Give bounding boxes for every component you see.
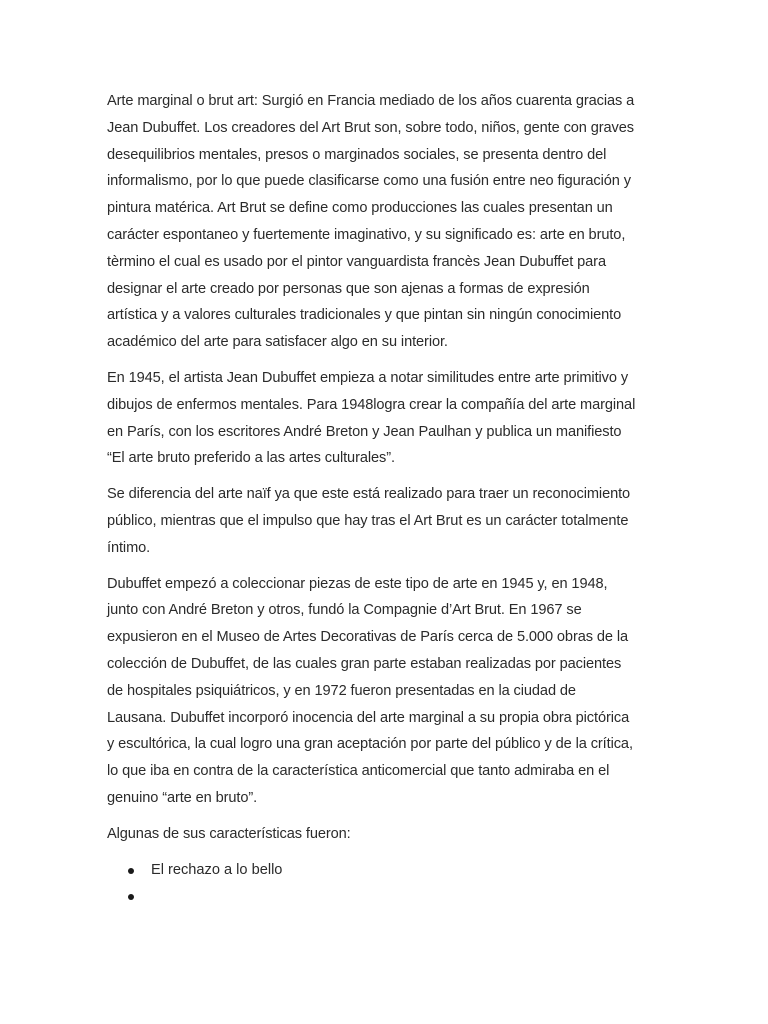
document-page (107, 88, 667, 910)
text-line: artística y a valores culturales tradicionales y que pintan sin ningún conocimiento (107, 307, 622, 324)
text-line: En 1945, el artista Jean Dubuffet empieza a notar similitudes entre arte primitivo y (107, 369, 629, 386)
text-line: Se diferencia del arte naïf ya que este está realizado para traer un reconocimiento (107, 486, 631, 503)
text-line: expusieron en el Museo de Artes Decorativas de París cerca de 5.000 obras de la (107, 629, 629, 646)
text-line: Dubuffet empezó a coleccionar piezas de este tipo de arte en 1945 y, en 1948, (107, 575, 608, 592)
text-line: Arte marginal o brut art: Surgió en Francia mediado de los años cuarenta gracias a (107, 93, 635, 109)
text-line: dibujos de enfermos mentales. Para 1948logra crear la compañía del arte marginal (107, 396, 636, 413)
text-line: Jean Dubuffet. Los creadores del Art Brut son, sobre todo, niños, gente con graves (107, 119, 634, 136)
text-line: designar el arte creado por personas que son ajenas a formas de expresión (107, 280, 590, 297)
text-line: lo que iba en contra de la característica anticomercial que tanto admiraba en el (107, 763, 610, 780)
list-item-text: El rechazo a lo bello (151, 861, 283, 878)
text-line: académico del arte para satisfacer algo en su interior. (107, 334, 448, 351)
text-line: “El arte bruto preferido a las artes culturales”. (107, 450, 395, 467)
text-line: en París, con los escritores André Breton y Jean Paulhan y publica un manifiesto (107, 423, 622, 440)
characteristics-list (107, 857, 667, 911)
text-line: desequilibrios mentales, presos o marginados sociales, se presenta dentro del (107, 146, 607, 163)
bullet-icon (128, 868, 134, 874)
paragraph-dubuffet-collection (107, 571, 667, 812)
text-line: informalismo, por lo que puede clasificarse como una fusión entre neo figuración y (107, 173, 631, 190)
text-line: carácter espontaneo y fuertemente imaginativo, y su significado es: arte en bruto, (107, 226, 626, 243)
text-line: junto con André Breton y otros, fundó la Compagnie d’Art Brut. En 1967 se (107, 602, 582, 619)
paragraph-1945-history (107, 365, 667, 472)
paragraph-naif-difference (107, 481, 667, 561)
text-line: de hospitales psiquiátricos, y en 1972 fueron presentadas en la ciudad de (107, 682, 576, 699)
text-line: Algunas de sus características fueron: (107, 825, 351, 842)
text-line: genuino “arte en bruto”. (107, 789, 258, 806)
text-line: Lausana. Dubuffet incorporó inocencia del arte marginal a su propia obra pictórica (107, 709, 630, 726)
text-line: tèrmino el cual es usado por el pintor vanguardista francès Jean Dubuffet para (107, 253, 606, 270)
list-item (107, 857, 667, 884)
text-line: público, mientras que el impulso que hay tras el Art Brut es un carácter totalmente (107, 512, 629, 529)
paragraph-characteristics-intro (107, 821, 667, 848)
list-item (107, 883, 667, 910)
text-line: colección de Dubuffet, de las cuales gran parte estaban realizadas por pacientes (107, 655, 622, 672)
bullet-icon (128, 894, 134, 900)
paragraph-art-brut-definition (107, 88, 667, 356)
text-line: y escultórica, la cual logro una gran aceptación por parte del público y de la crítica, (107, 736, 633, 753)
text-line: pintura matérica. Art Brut se define como producciones las cuales presentan un (107, 200, 613, 217)
text-line: íntimo. (107, 539, 151, 556)
